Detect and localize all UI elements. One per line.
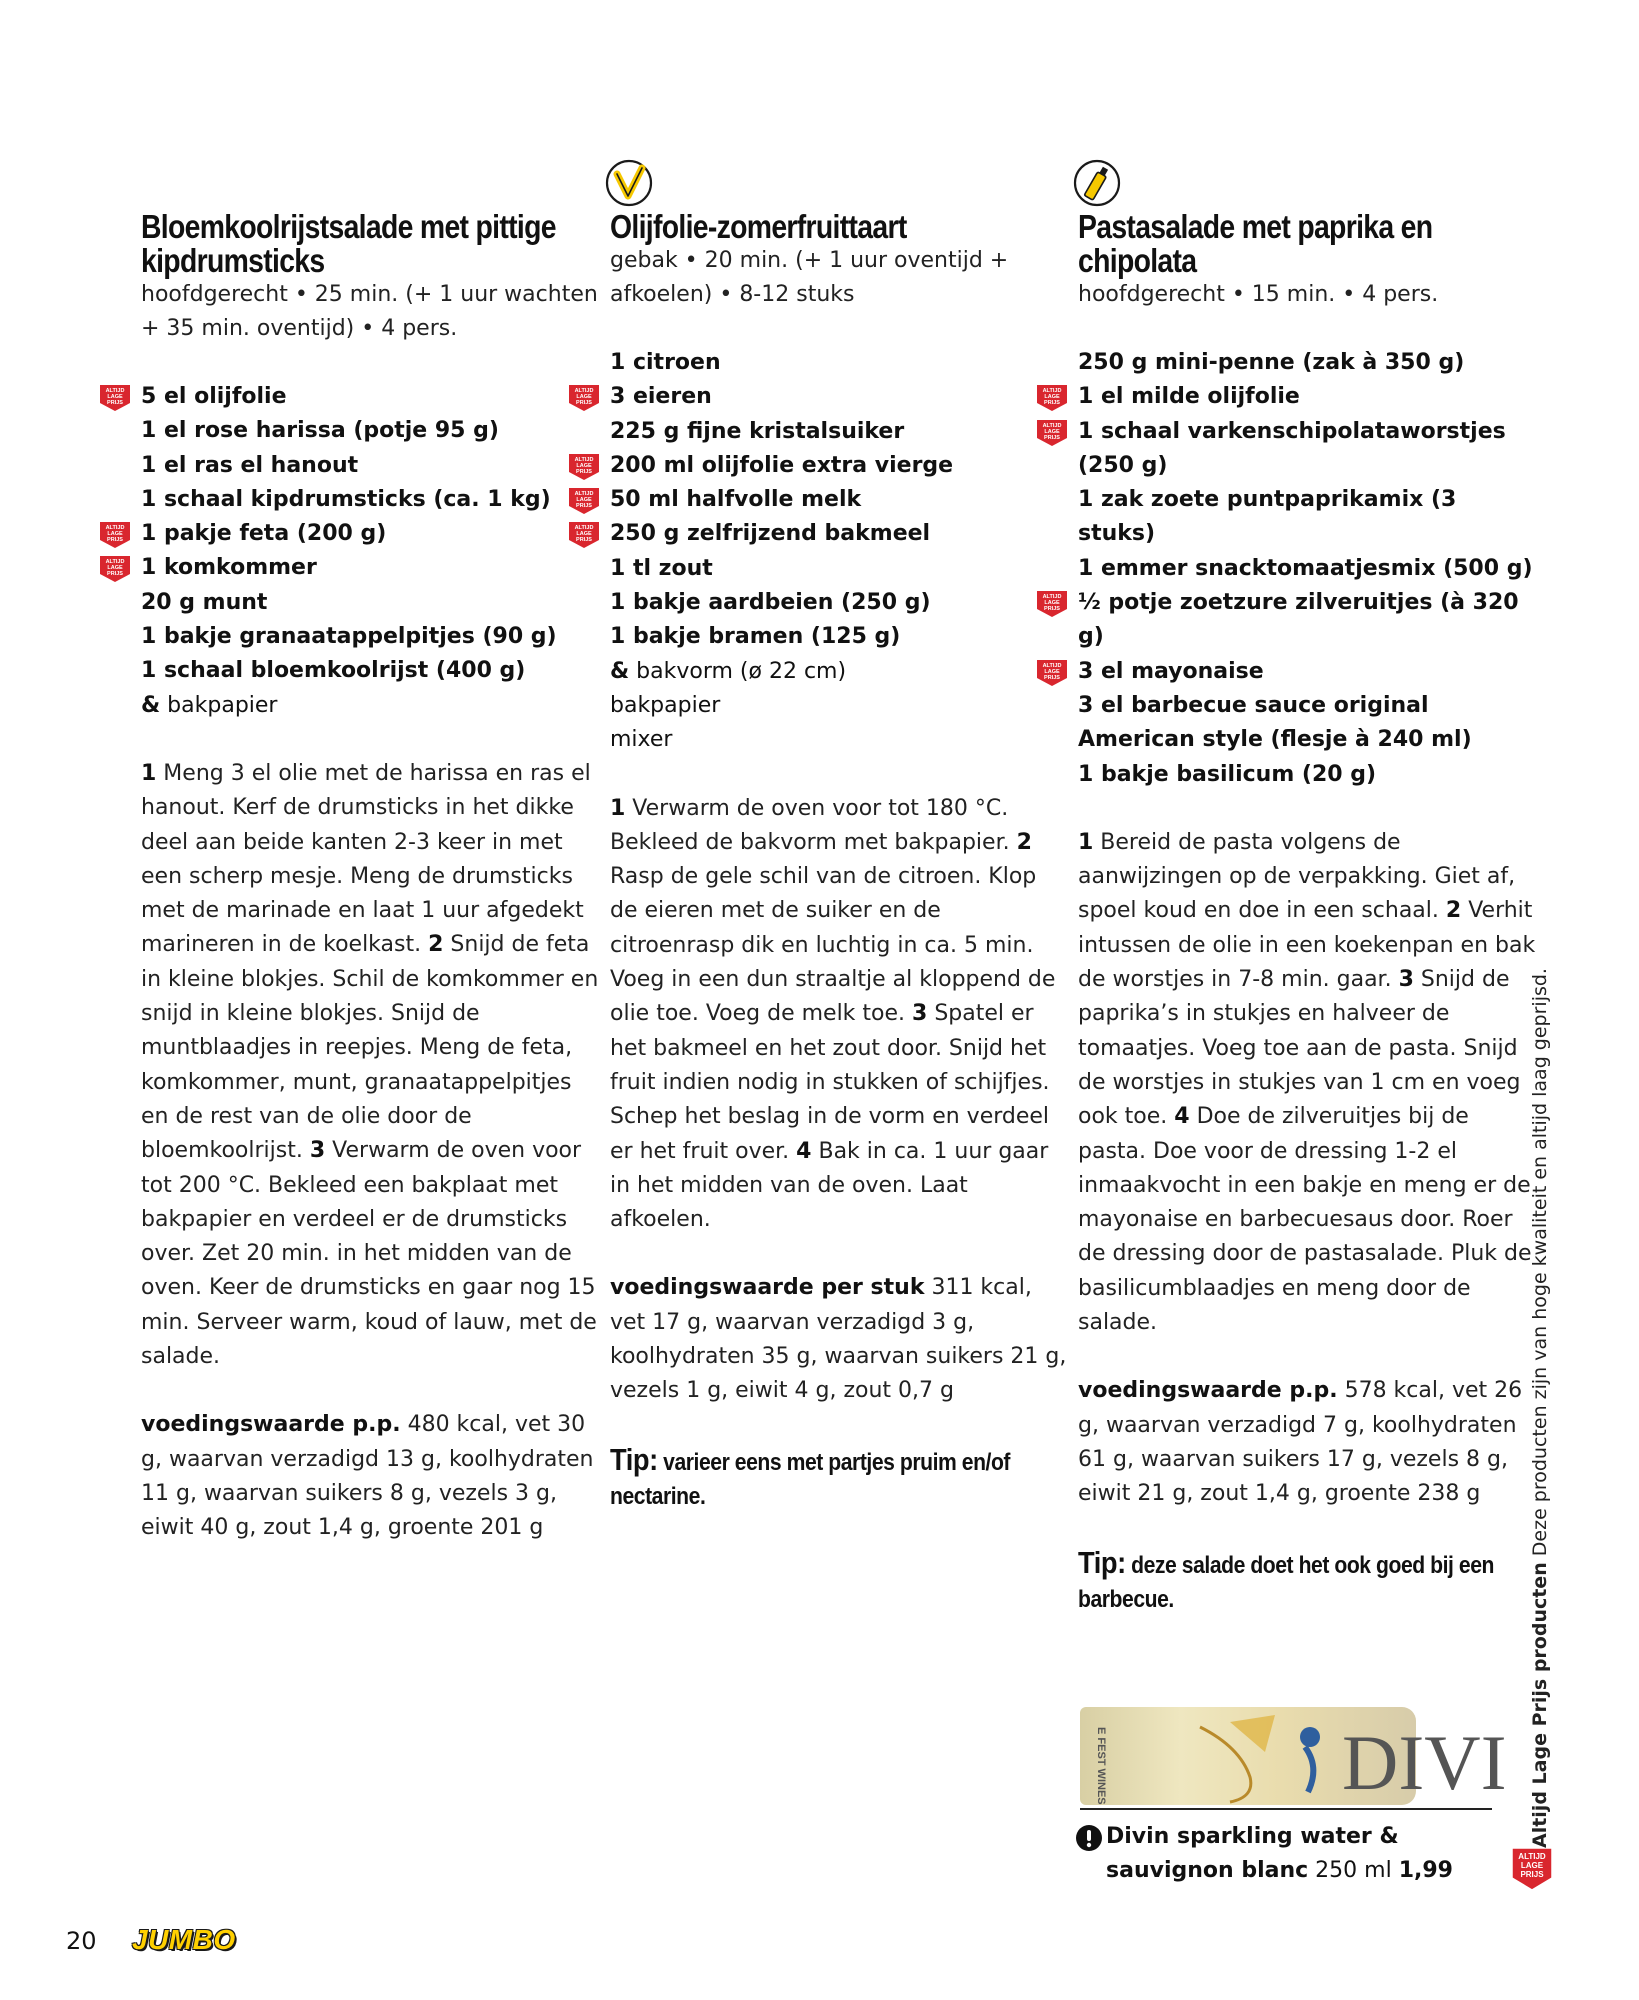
recipe-title: Bloemkoolrijstsalade met pittige kipdrumsticks	[141, 208, 556, 279]
ingredient-text: 20 g munt	[141, 589, 268, 615]
svg-text:ALTIJD: ALTIJD	[1042, 594, 1062, 601]
nutrition-label: voedingswaarde per stuk	[610, 1275, 925, 1301]
svg-text:ALTIJD: ALTIJD	[1518, 1852, 1546, 1861]
step-text: Rasp de gele schil van de citroen. Klop de eieren met de suiker en de citroenrasp dik en luchtig in ca. 5 min. Voeg in een dun straaltje al kloppend de olie toe. Voeg de melk toe.	[610, 864, 1056, 1027]
ingredient-item	[610, 586, 1070, 620]
svg-text:LAGE: LAGE	[576, 531, 592, 538]
step-number: 2	[1016, 829, 1032, 855]
nutrition-label: voedingswaarde p.p.	[1078, 1378, 1338, 1404]
tip-text: varieer eens met partjes pruim en/of nectarine.	[610, 1448, 1011, 1510]
altijd-lage-prijs-icon	[1036, 384, 1068, 412]
tool-item	[610, 723, 1070, 757]
tool-ampersand: &	[141, 692, 161, 718]
svg-text:LAGE: LAGE	[1044, 668, 1060, 675]
recipe-tip	[610, 1443, 1050, 1514]
ingredient-text: 250 g zelfrijzend bakmeel	[610, 521, 931, 547]
step-text: Spatel er het bakmeel en het zout door. Snijd het fruit indien nodig in stukken of schijfjes. Schep het beslag in de vorm en verdeel er het fruit over.	[610, 1001, 1050, 1164]
tip-label: Tip:	[1078, 1544, 1126, 1580]
ingredient-text: 1 el rose harissa (potje 95 g)	[141, 418, 499, 444]
step-number: 1	[1078, 829, 1094, 855]
page-number: 20	[66, 1927, 97, 1955]
altijd-lage-prijs-icon	[1036, 590, 1068, 618]
ingredient-item	[141, 483, 601, 517]
altijd-lage-prijs-icon	[99, 521, 131, 549]
ingredient-item	[1078, 552, 1538, 586]
altijd-lage-prijs-icon	[99, 555, 131, 583]
recipe-bloemkoolrijstsalade	[105, 160, 601, 1580]
recipe-meta: hoofdgerecht • 25 min. (+ 1 uur wachten + 35 min. oventijd) • 4 pers.	[141, 282, 598, 341]
side-note-text: Deze producten zijn van hoge kwaliteit en altijd laag geprijsd.	[1529, 968, 1551, 1563]
svg-text:LAGE: LAGE	[107, 565, 123, 572]
ingredient-text: 1 el ras el hanout	[141, 452, 359, 478]
ingredient-text: 1 bakje aardbeien (250 g)	[610, 590, 931, 616]
recipe-title: Olijfolie-zomerfruittaart	[610, 208, 907, 245]
recipe-meta: hoofdgerecht • 15 min. • 4 pers.	[1078, 282, 1439, 307]
product-size: 250 ml	[1308, 1858, 1399, 1883]
tool-item	[141, 689, 601, 723]
ingredient-item	[105, 517, 601, 551]
ingredient-item	[141, 654, 601, 688]
ingredient-item	[1042, 415, 1538, 484]
tool-item	[610, 689, 1070, 723]
ingredient-text: 1 bakje bramen (125 g)	[610, 624, 901, 650]
exclamation-icon	[1076, 1825, 1102, 1851]
altijd-lage-prijs-icon	[568, 453, 600, 481]
ingredient-text: 1 schaal bloemkoolrijst (400 g)	[141, 658, 526, 684]
altijd-lage-prijs-icon	[1036, 419, 1068, 447]
svg-text:ALTIJD: ALTIJD	[574, 491, 594, 498]
ingredient-text: 225 g fijne kristalsuiker	[610, 418, 905, 444]
tool-text: bakpapier	[610, 692, 721, 718]
altijd-lage-prijs-badge	[1510, 1846, 1554, 1892]
altijd-lage-prijs-icon	[568, 521, 600, 549]
ingredient-text: 1 el milde olijfolie	[1078, 384, 1300, 410]
svg-text:ALTIJD: ALTIJD	[105, 525, 125, 532]
ingredient-text: 1 citroen	[610, 350, 721, 375]
ingredient-item	[1078, 758, 1538, 792]
svg-text:LAGE: LAGE	[107, 531, 123, 538]
altijd-lage-prijs-icon	[1036, 659, 1068, 687]
ingredient-item	[574, 483, 1070, 517]
ingredient-item	[574, 517, 1070, 551]
ingredient-list	[105, 380, 601, 723]
step-number: 1	[141, 760, 157, 786]
svg-text:PRIJS: PRIJS	[576, 503, 592, 510]
tip-label: Tip:	[610, 1441, 658, 1477]
tip-text: deze salade doet het ook goed bij een barbecue.	[1078, 1551, 1494, 1613]
svg-text:ALTIJD: ALTIJD	[1042, 422, 1062, 429]
step-text: Verwarm de oven voor tot 200 °C. Bekleed een bakplaat met bakpapier en verdeel er de drumsticks over. Zet 20 min. in het midden van de oven. Keer de drumsticks en gaar nog 15 min. Serveer warm, koud of lauw, met de salade.	[141, 1138, 597, 1370]
svg-text:LAGE: LAGE	[1520, 1861, 1544, 1870]
ingredient-text: 1 schaal kipdrumsticks (ca. 1 kg)	[141, 486, 551, 512]
svg-text:PRIJS: PRIJS	[1044, 434, 1060, 441]
can-side-text: E FEST WINES	[1095, 1727, 1107, 1805]
step-number: 4	[1174, 1104, 1190, 1130]
svg-text:ALTIJD: ALTIJD	[1042, 662, 1062, 669]
tool-text: bakvorm (ø 22 cm)	[629, 658, 847, 684]
ingredient-item	[105, 380, 601, 414]
ingredient-item	[1042, 380, 1538, 414]
ingredient-item	[574, 449, 1070, 483]
nutrition-text: 311 kcal, vet 17 g, waarvan verzadigd 3 g, koolhydraten 35 g, waarvan suikers 21 g, vezels 1 g, eiwit 4 g, zout 0,7 g	[610, 1275, 1067, 1404]
divin-can-illustration	[1080, 1707, 1507, 1806]
nutrition-text: 480 kcal, vet 30 g, waarvan verzadigd 13 g, koolhydraten 11 g, waarvan suikers 8 g, vezels 3 g, eiwit 40 g, zout 1,4 g, groente 201 g	[141, 1412, 594, 1541]
recipe-steps	[1078, 826, 1538, 1340]
svg-text:PRIJS: PRIJS	[107, 400, 123, 406]
step-number: 1	[610, 795, 626, 821]
svg-text:PRIJS: PRIJS	[107, 571, 123, 578]
step-text: Meng 3 el olie met de harissa en ras el hanout. Kerf de drumsticks in het dikke deel aan beide kanten 2-3 keer in met een scherp mesje. Meng de drumsticks met de marinade en laat 1 uur afgedekt marineren in de koelkast.	[141, 760, 591, 958]
recipe-steps	[141, 757, 601, 1374]
svg-text:ALTIJD: ALTIJD	[574, 525, 594, 532]
ingredient-text: 1 emmer snacktomaatjesmix (500 g)	[1078, 555, 1533, 581]
svg-text:PRIJS: PRIJS	[107, 537, 123, 544]
ingredient-item	[610, 346, 1070, 380]
ingredient-list	[574, 346, 1070, 758]
tool-item	[610, 655, 1070, 689]
product-image	[1080, 1707, 1507, 1806]
svg-text:PRIJS: PRIJS	[1044, 606, 1060, 613]
svg-text:ALTIJD: ALTIJD	[574, 388, 594, 395]
ingredient-text: 3 el barbecue sauce original American style (flesje à 240 ml)	[1078, 692, 1472, 753]
nutrition-info	[1078, 1374, 1538, 1511]
svg-text:LAGE: LAGE	[1044, 394, 1060, 401]
product-caption-text	[1076, 1820, 1486, 1888]
tool-text: bakpapier	[160, 692, 278, 718]
product-divider	[1080, 1808, 1492, 1810]
ingredient-item	[1078, 483, 1538, 552]
ingredient-text: 1 bakje basilicum (20 g)	[1078, 761, 1377, 787]
ingredient-item	[610, 552, 1070, 586]
step-text: Doe de zilveruitjes bij de pasta. Doe voor de dressing 1-2 el inmaakvocht in een bakje en meng er de mayonaise en barbecuesaus door. Roer de dressing door de pastasalade. Pluk de basilicumblaadjes en meng door de salade.	[1078, 1104, 1532, 1336]
can-brand-text: DIVI	[1342, 1719, 1507, 1806]
ingredient-item	[1078, 346, 1538, 380]
ingredient-item	[1042, 655, 1538, 689]
altijd-lage-prijs-icon	[568, 384, 600, 412]
nutrition-info	[141, 1408, 601, 1545]
ingredient-item	[1078, 689, 1538, 758]
step-number: 3	[1398, 967, 1414, 993]
product-caption	[1076, 1820, 1486, 1888]
ingredient-list	[1042, 346, 1538, 792]
ingredient-text: 1 zak zoete puntpaprikamix (3 stuks)	[1078, 487, 1457, 547]
nutrition-info	[610, 1271, 1070, 1408]
tool-text: mixer	[610, 727, 673, 753]
ingredient-text: 250 g mini-penne (zak à 350 g)	[1078, 350, 1465, 375]
ingredient-item	[105, 551, 601, 585]
svg-text:LAGE: LAGE	[1044, 428, 1060, 435]
recipe-steps	[610, 792, 1070, 1238]
ingredient-text: 200 ml olijfolie extra vierge	[610, 452, 954, 478]
svg-text:LAGE: LAGE	[576, 462, 592, 469]
svg-text:ALTIJD: ALTIJD	[574, 456, 594, 463]
ingredient-item	[141, 586, 601, 620]
nutrition-label: voedingswaarde p.p.	[141, 1412, 401, 1438]
step-number: 4	[796, 1138, 812, 1164]
recipe-pastasalade	[1042, 160, 1538, 1617]
step-text: Verwarm de oven voor tot 180 °C. Bekleed de bakvorm met bakpapier.	[610, 795, 1017, 855]
altijd-lage-prijs-icon	[99, 384, 131, 412]
svg-text:PRIJS: PRIJS	[576, 400, 592, 407]
ingredient-item	[574, 380, 1070, 414]
ingredient-item	[610, 415, 1070, 449]
ingredient-text: 1 schaal varkenschipolataworstjes (250 g)	[1078, 418, 1506, 478]
ingredient-text: 1 tl zout	[610, 555, 713, 581]
recipe-tip	[1078, 1546, 1518, 1617]
step-text: Bereid de pasta volgens de aanwijzingen op de verpakking. Giet af, spoel koud en doe in een schaal.	[1078, 829, 1516, 924]
ingredient-text: 1 bakje granaatappelpitjes (90 g)	[141, 624, 557, 650]
svg-text:LAGE: LAGE	[1044, 600, 1060, 607]
step-text: Snijd de feta in kleine blokjes. Schil de komkommer en snijd in kleine blokjes. Snijd de muntblaadjes in reepjes. Meng de feta, komkommer, munt, granaatappelpitjes en de rest van de olie door de bloemkoolrijst.	[141, 932, 599, 1164]
tool-ampersand: &	[610, 658, 630, 684]
ingredient-text: 3 el mayonaise	[1078, 658, 1264, 684]
ingredient-text: 50 ml halfvolle melk	[610, 487, 862, 513]
step-number: 3	[912, 1001, 928, 1027]
ingredient-text: ½ potje zoetzure zilveruitjes (à 320 g)	[1078, 590, 1519, 650]
svg-text:ALTIJD: ALTIJD	[105, 559, 125, 566]
altijd-lage-prijs-note	[1528, 968, 1552, 1848]
svg-text:ALTIJD: ALTIJD	[105, 388, 125, 394]
recipe-olijfolie-zomerfruittaart	[574, 160, 1070, 1514]
ingredient-item	[141, 620, 601, 654]
step-number: 2	[1445, 898, 1462, 924]
ingredient-item	[141, 414, 601, 448]
step-text: Snijd de paprika’s in stukjes en halveer de tomaatjes. Voeg toe aan de pasta. Snijd de worstjes in stukjes van 1 cm en voeg ook toe.	[1078, 967, 1521, 1130]
product-name: Divin sparkling water & sauvignon blanc	[1106, 1824, 1399, 1883]
step-text: Verhit intussen de olie in een koekenpan en bak de worstjes in 7-8 min. gaar.	[1078, 898, 1536, 993]
svg-text:LAGE: LAGE	[576, 497, 592, 504]
jumbo-logo: JUMBO	[132, 1924, 236, 1955]
svg-text:PRIJS: PRIJS	[576, 468, 592, 475]
ingredient-item	[141, 449, 601, 483]
ingredient-item	[610, 620, 1070, 654]
svg-text:ALTIJD: ALTIJD	[1042, 388, 1062, 395]
svg-text:LAGE: LAGE	[576, 394, 592, 401]
svg-text:PRIJS: PRIJS	[576, 537, 592, 544]
svg-text:PRIJS: PRIJS	[1044, 400, 1060, 407]
side-note-bold: Altijd Lage Prijs producten	[1529, 1562, 1551, 1848]
nutrition-text: 578 kcal, vet 26 g, waarvan verzadigd 7 g, koolhydraten 61 g, waarvan suikers 17 g, vezels 8 g, eiwit 21 g, zout 1,4 g, groente 238 g	[1078, 1378, 1523, 1507]
ingredient-text: 3 eieren	[610, 384, 712, 410]
ingredient-item	[1042, 586, 1538, 655]
step-number: 3	[309, 1138, 326, 1164]
recipe-title: Pastasalade met paprika en chipolata	[1078, 208, 1433, 279]
ingredient-text: 1 komkommer	[141, 555, 317, 581]
svg-text:PRIJS: PRIJS	[1520, 1870, 1544, 1879]
altijd-lage-prijs-icon	[568, 487, 600, 515]
recipe-meta: gebak • 20 min. (+ 1 uur oventijd + afkoelen) • 8-12 stuks	[610, 248, 1009, 307]
svg-text:PRIJS: PRIJS	[1044, 674, 1060, 681]
svg-text:LAGE: LAGE	[107, 394, 123, 400]
product-price: 1,99	[1398, 1858, 1453, 1883]
ingredient-text: 1 pakje feta (200 g)	[141, 521, 387, 547]
step-number: 2	[428, 932, 444, 958]
ingredient-text: 5 el olijfolie	[141, 384, 287, 409]
step-text: Bak in ca. 1 uur gaar in het midden van de oven. Laat afkoelen.	[610, 1138, 1049, 1233]
